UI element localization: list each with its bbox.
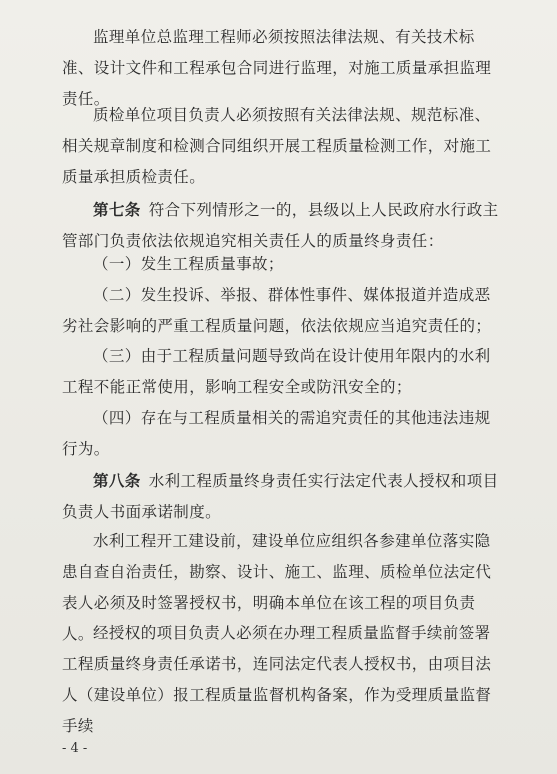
list-item-3: （三）由于工程质量问题导致尚在设计使用年限内的水利工程不能正常使用，影响工程安全或防汛安全的； (62, 347, 491, 396)
paragraph-commitment: 经授权的项目负责人必须在办理工程质量监督手续前签署工程质量终身责任承诺书，连同法定代表人授权书，由项目法人（建设单位）报工程质量监督机构备案，作为受理质量监督手续 (62, 624, 492, 735)
paragraph-inspection: 质检单位项目负责人必须按照有关法律法规、规范标准、相关规章制度和检测合同组织开展工程质量检测工作，对施工质量承担质检责任。 (62, 106, 492, 186)
paragraph-authorization: 水利工程开工建设前，建设单位应组织各参建单位落实隐患自查自治责任，勘察、设计、施工、监理、质检单位法定代表人必须及时签署授权书，明确本单位在该工程的项目负责人。 (62, 532, 492, 643)
list-item-1: （一）发生工程质量事故； (93, 255, 284, 273)
list-item-2: （二）发生投诉、举报、群体性事件、媒体报道并造成恶劣社会影响的严重工程质量问题，依法依规应当追究责任的； (62, 286, 492, 335)
article-8-text: 水利工程质量终身责任实行法定代表人授权和项目负责人书面承诺制度。 (62, 472, 499, 521)
article-7-label: 第七条 (93, 200, 141, 219)
article-7 (62, 194, 500, 257)
article-7-text: 符合下列情形之一的，县级以上人民政府水行政主管部门负责依法依规追究相关责任人的质量终身责任： (62, 201, 499, 250)
list-item-4: （四）存在与工程质量相关的需追究责任的其他违法违规行为。 (62, 409, 491, 458)
paragraph-supervision: 监理单位总监理工程师必须按照法律法规、有关技术标准、设计文件和工程承包合同进行监理，对施工质量承担监理责任。 (62, 28, 492, 108)
article-8-label: 第八条 (93, 471, 141, 490)
page-number: - 4 - (62, 741, 88, 756)
article-8 (62, 465, 500, 528)
